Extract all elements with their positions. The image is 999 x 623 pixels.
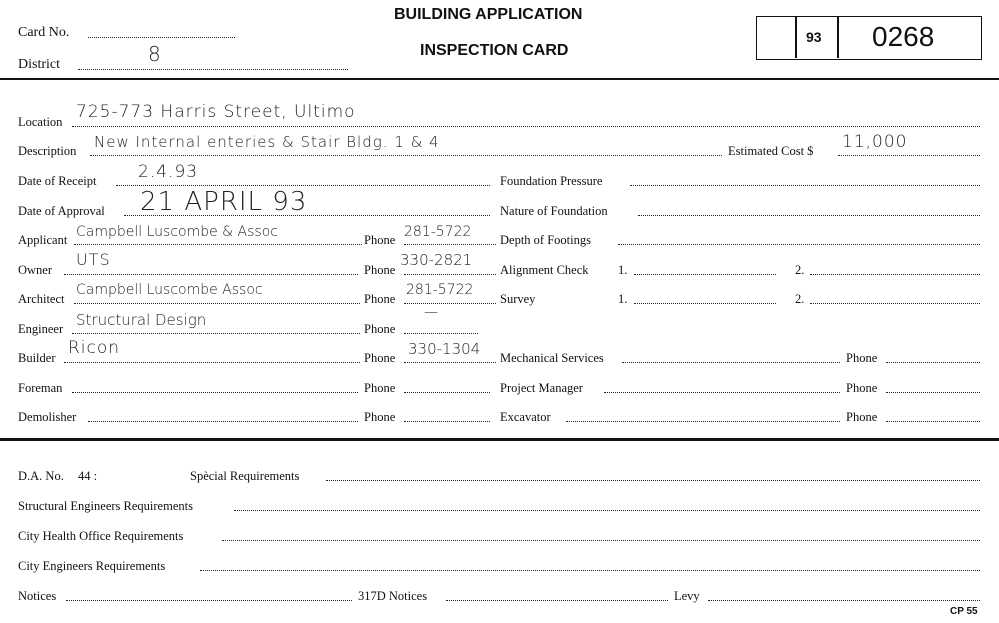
excavator-phone-label: Phone <box>846 410 878 424</box>
applicant-phone-line <box>404 244 496 245</box>
estimated-cost-value: 11,000 <box>842 132 908 152</box>
mechanical-services-line <box>622 362 840 363</box>
year-value: 93 <box>806 29 822 45</box>
date-of-approval-value: 21 APRIL 93 <box>140 187 308 217</box>
foreman-phone-label: Phone <box>364 381 396 395</box>
structural-engineers-line <box>234 510 980 511</box>
engineer-phone-line <box>404 333 478 334</box>
notices-line <box>66 600 352 601</box>
survey-1-line <box>634 303 776 304</box>
da-no-value: 44 : <box>78 469 98 483</box>
engineer-phone-value: — <box>424 304 439 320</box>
owner-phone-value: 330-2821 <box>400 251 473 269</box>
foreman-phone-line <box>404 392 490 393</box>
district-line <box>78 69 348 70</box>
card-title-line-2: INSPECTION CARD <box>420 42 569 59</box>
section-rule <box>0 438 999 441</box>
box-divider-2 <box>837 17 839 58</box>
depth-of-footings-line <box>618 244 980 245</box>
architect-phone-line <box>404 303 496 304</box>
owner-line <box>64 274 358 275</box>
city-health-label: City Health Office Requirements <box>18 529 184 543</box>
project-manager-line <box>604 392 840 393</box>
location-label: Location <box>18 115 63 129</box>
structural-engineers-label: Structural Engineers Requirements <box>18 499 193 513</box>
mechanical-services-label: Mechanical Services <box>500 351 604 365</box>
estimated-cost-line <box>838 155 980 156</box>
header-rule <box>0 78 999 80</box>
mechanical-phone-line <box>886 362 980 363</box>
applicant-line <box>74 244 362 245</box>
alignment-check-label: Alignment Check <box>500 263 589 277</box>
engineer-value: Structural Design <box>76 311 207 329</box>
date-of-receipt-label: Date of Receipt <box>18 174 97 188</box>
survey-label: Survey <box>500 292 536 306</box>
builder-value: Ricon <box>68 338 121 358</box>
special-requirements-line <box>326 480 980 481</box>
excavator-phone-line <box>886 421 980 422</box>
builder-phone-line <box>404 362 496 363</box>
location-value: 725-773 Harris Street, Ultimo <box>76 102 356 122</box>
engineer-label: Engineer <box>18 322 64 336</box>
district-value: 8 <box>148 42 162 66</box>
demolisher-phone-label: Phone <box>364 410 396 424</box>
da-no-label: D.A. No. <box>18 469 64 483</box>
architect-label: Architect <box>18 292 65 306</box>
nature-of-foundation-line <box>638 215 980 216</box>
card-no-line <box>88 37 235 38</box>
estimated-cost-label: Estimated Cost $ <box>728 144 814 158</box>
special-requirements-label: Spècial Requirements <box>190 469 300 483</box>
alignment-1-label: 1. <box>618 263 628 277</box>
excavator-line <box>566 421 840 422</box>
district-label: District <box>18 57 60 72</box>
city-engineers-line <box>200 570 980 571</box>
notices-label: Notices <box>18 589 57 603</box>
architect-value: Campbell Luscombe Assoc <box>76 282 263 298</box>
box-divider-1 <box>795 17 797 58</box>
owner-label: Owner <box>18 263 53 277</box>
engineer-phone-label: Phone <box>364 322 396 336</box>
description-value: New Internal enteries & Stair Bldg. 1 & 4 <box>94 133 440 151</box>
project-manager-label: Project Manager <box>500 381 583 395</box>
form-code: CP 55 <box>950 606 978 617</box>
applicant-phone-label: Phone <box>364 233 396 247</box>
architect-phone-label: Phone <box>364 292 396 306</box>
survey-1-label: 1. <box>618 292 628 306</box>
foreman-line <box>72 392 358 393</box>
survey-2-line <box>810 303 980 304</box>
owner-value: UTS <box>76 250 111 269</box>
depth-of-footings-label: Depth of Footings <box>500 233 591 247</box>
date-of-receipt-value: 2.4.93 <box>138 162 199 182</box>
excavator-label: Excavator <box>500 410 551 424</box>
alignment-2-label: 2. <box>795 263 805 277</box>
levy-line <box>708 600 980 601</box>
demolisher-phone-line <box>404 421 490 422</box>
city-engineers-label: City Engineers Requirements <box>18 559 166 573</box>
project-manager-phone-line <box>886 392 980 393</box>
engineer-line <box>72 333 360 334</box>
levy-label: Levy <box>674 589 700 603</box>
card-number-box <box>756 16 982 60</box>
architect-line <box>74 303 360 304</box>
notices-317d-line <box>446 600 668 601</box>
demolisher-label: Demolisher <box>18 410 77 424</box>
builder-phone-value: 330-1304 <box>408 340 481 358</box>
nature-of-foundation-label: Nature of Foundation <box>500 204 608 218</box>
mechanical-phone-label: Phone <box>846 351 878 365</box>
project-manager-phone-label: Phone <box>846 381 878 395</box>
builder-phone-label: Phone <box>364 351 396 365</box>
demolisher-line <box>88 421 358 422</box>
alignment-2-line <box>810 274 980 275</box>
owner-phone-label: Phone <box>364 263 396 277</box>
notices-317d-label: 317D Notices <box>358 589 428 603</box>
date-of-approval-label: Date of Approval <box>18 204 105 218</box>
city-health-line <box>222 540 980 541</box>
description-line <box>90 155 722 156</box>
applicant-label: Applicant <box>18 233 68 247</box>
architect-phone-value: 281-5722 <box>406 282 474 298</box>
applicant-phone-value: 281-5722 <box>404 224 472 240</box>
description-label: Description <box>18 144 77 158</box>
card-no-label: Card No. <box>18 25 70 40</box>
builder-line <box>64 362 360 363</box>
card-title-line-1: BUILDING APPLICATION <box>394 6 583 23</box>
foundation-pressure-label: Foundation Pressure <box>500 174 603 188</box>
owner-phone-line <box>404 274 496 275</box>
location-line <box>72 126 980 127</box>
foundation-pressure-line <box>630 185 980 186</box>
date-of-receipt-line <box>116 185 490 186</box>
builder-label: Builder <box>18 351 56 365</box>
survey-2-label: 2. <box>795 292 805 306</box>
alignment-1-line <box>634 274 776 275</box>
card-number-value: 0268 <box>872 21 935 52</box>
foreman-label: Foreman <box>18 381 63 395</box>
applicant-value: Campbell Luscombe & Assoc <box>76 224 278 240</box>
